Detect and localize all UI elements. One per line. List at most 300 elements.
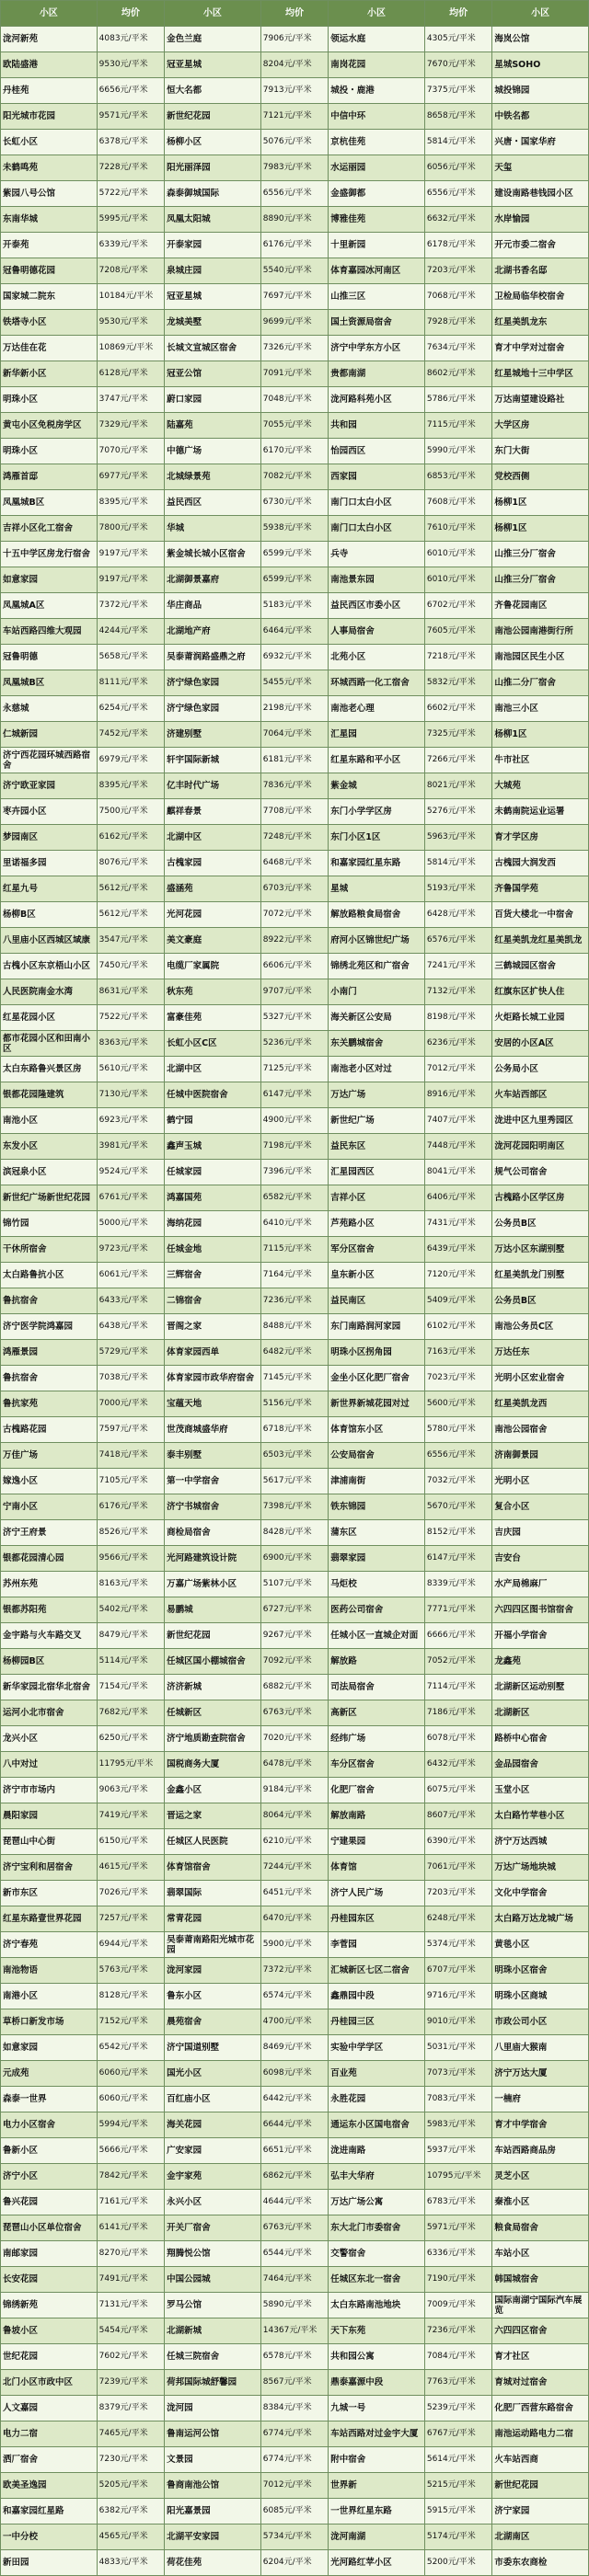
avg-price-cell: 6578元/平米 (260, 2344, 328, 2370)
table-row (1, 1984, 589, 2009)
community-name-cell: 电力二宿 (1, 2421, 98, 2447)
avg-price-cell: 6439元/平米 (424, 1237, 491, 1263)
avg-price-cell: 6078元/平米 (424, 1726, 491, 1752)
community-name-cell: 津浦南街 (329, 1469, 425, 1494)
avg-price-cell: 5729元/平米 (97, 1340, 164, 1366)
avg-price-cell: 7842元/平米 (97, 2164, 164, 2190)
avg-price-cell: 9524元/平米 (97, 1160, 164, 1185)
community-name-cell: 易鹏城 (165, 1597, 261, 1623)
community-name-cell: 中德广场 (165, 439, 261, 464)
avg-price-cell: 7372元/平米 (97, 593, 164, 619)
community-name-cell: 吉安台 (492, 1546, 589, 1572)
table-row (1, 2499, 589, 2524)
avg-price-cell: 4833元/平米 (97, 2550, 164, 2576)
community-name-cell: 红星美凯龙红星美凯龙 (492, 928, 589, 954)
avg-price-cell: 8890元/平米 (260, 207, 328, 233)
avg-price-cell: 6406元/平米 (424, 1185, 491, 1211)
avg-price-cell: 6204元/平米 (260, 2550, 328, 2576)
community-name-cell: 铁东锦园 (329, 1494, 425, 1520)
community-name-cell: 冠鲁明德花园 (1, 258, 98, 284)
avg-price-cell: 8076元/平米 (97, 851, 164, 876)
community-name-cell: 安居的小区A区 (492, 1031, 589, 1057)
avg-price-cell: 5200元/平米 (424, 2550, 491, 2576)
community-name-cell: 十五中学区房龙行宿舍 (1, 542, 98, 567)
community-name-cell: 南邮家园 (1, 2241, 98, 2267)
community-name-cell: 一世界红星东路 (329, 2499, 425, 2524)
avg-price-cell: 7154元/平米 (97, 1675, 164, 1700)
avg-price-cell: 7130元/平米 (97, 1082, 164, 1108)
table-row (1, 1675, 589, 1700)
community-name-cell: 市政公司小区 (492, 2009, 589, 2035)
avg-price-cell: 6763元/平米 (260, 1700, 328, 1726)
community-name-cell: 吉祥小区化工宿舍 (1, 516, 98, 542)
avg-price-cell: 7084元/平米 (424, 2344, 491, 2370)
avg-price-cell: 9010元/平米 (424, 2009, 491, 2035)
community-name-cell: 兵寺 (329, 542, 425, 567)
avg-price-cell: 6438元/平米 (97, 1314, 164, 1340)
community-name-cell: 六四四区图书馆宿舍 (492, 1597, 589, 1623)
avg-price-cell: 5409元/平米 (424, 1288, 491, 1314)
avg-price-cell: 7164元/平米 (260, 1263, 328, 1288)
table-row (1, 645, 589, 670)
avg-price-cell: 8339元/平米 (424, 1572, 491, 1597)
avg-price-cell: 6060元/平米 (97, 2087, 164, 2112)
table-row (1, 1005, 589, 1031)
avg-price-cell: 8379元/平米 (97, 2396, 164, 2421)
table-row (1, 2035, 589, 2061)
community-name-cell: 十里新园 (329, 233, 425, 258)
community-name-cell: 任城家园 (165, 1160, 261, 1185)
community-name-cell: 金坐小区化肥厂宿舍 (329, 1366, 425, 1391)
community-name-cell: 黄毯小区 (492, 1932, 589, 1958)
community-name-cell: 蒲东区 (329, 1520, 425, 1546)
avg-price-cell: 6410元/平米 (260, 1211, 328, 1237)
avg-price-cell: 6150元/平米 (97, 1829, 164, 1855)
community-name-cell: 万佳广场 (1, 1443, 98, 1469)
avg-price-cell: 7023元/平米 (424, 1366, 491, 1391)
community-name-cell: 明珠小区 (1, 387, 98, 413)
community-name-cell: 人事局宿舍 (329, 619, 425, 645)
avg-price-cell: 7073元/平米 (424, 2061, 491, 2087)
community-name-cell: 任城三院宿舍 (165, 2344, 261, 2370)
avg-price-cell: 6098元/平米 (260, 2061, 328, 2087)
community-name-cell: 济建别墅 (165, 722, 261, 748)
avg-price-cell: 7114元/平米 (424, 1675, 491, 1700)
community-name-cell: 泷河路科苑小区 (329, 387, 425, 413)
avg-price-cell: 7800元/平米 (97, 516, 164, 542)
avg-price-cell: 7068元/平米 (424, 284, 491, 310)
community-name-cell: 都市花园小区和田南小区 (1, 1031, 98, 1057)
community-name-cell: 中国公园城 (165, 2267, 261, 2293)
community-name-cell: 银都花园隆建筑 (1, 1082, 98, 1108)
avg-price-cell: 8163元/平米 (97, 1572, 164, 1597)
avg-price-cell: 4644元/平米 (260, 2190, 328, 2215)
community-name-cell: 公务局小区 (492, 1057, 589, 1082)
table-row (1, 2241, 589, 2267)
community-name-cell: 体育家园市政华府宿舍 (165, 1366, 261, 1391)
avg-price-cell: 7120元/平米 (424, 1263, 491, 1288)
avg-price-cell: 6336元/平米 (424, 2241, 491, 2267)
avg-price-cell: 7083元/平米 (424, 2087, 491, 2112)
community-name-cell: 泰丰别墅 (165, 1443, 261, 1469)
community-name-cell: 第一中学宿舍 (165, 1469, 261, 1494)
community-name-cell: 山推三区 (329, 284, 425, 310)
table-row (1, 1597, 589, 1623)
avg-price-cell: 5183元/平米 (260, 593, 328, 619)
community-name-cell: 国际南湖宁国际汽车展览 (492, 2293, 589, 2318)
community-name-cell: 开泰家园 (165, 233, 261, 258)
avg-price-cell: 3747元/平米 (97, 387, 164, 413)
community-name-cell: 凤凰太阳城 (165, 207, 261, 233)
community-name-cell: 车站小区 (492, 2241, 589, 2267)
community-name-cell: 鲁新小区 (1, 2138, 98, 2164)
community-name-cell: 医药公司宿舍 (329, 1597, 425, 1623)
community-name-cell: 北门小区市政中区 (1, 2370, 98, 2396)
community-name-cell: 济宁地质勘查院宿舍 (165, 1726, 261, 1752)
community-name-cell: 丹桂园东区 (329, 1906, 425, 1932)
avg-price-cell: 7605元/平米 (424, 619, 491, 645)
community-name-cell: 琵琶山中心街 (1, 1829, 98, 1855)
avg-price-cell: 5734元/平米 (260, 2524, 328, 2550)
avg-price-cell: 6774元/平米 (260, 2421, 328, 2447)
community-name-cell: 育才中学宿舍 (492, 2112, 589, 2138)
table-row (1, 1288, 589, 1314)
community-name-cell: 元成苑 (1, 2061, 98, 2087)
community-name-cell: 荷花佳苑 (165, 2550, 261, 2576)
avg-price-cell: 7448元/平米 (424, 1134, 491, 1160)
community-name-cell: 海岚公馆 (492, 27, 589, 52)
community-name-cell: 泷河南湖 (329, 2524, 425, 2550)
community-name-cell: 共和园 (329, 413, 425, 439)
community-name-cell: 杨柳1区 (492, 722, 589, 748)
community-name-cell: 济宁绿色家园 (165, 696, 261, 722)
community-name-cell: 星城SOHO (492, 52, 589, 78)
community-name-cell: 万达广场 (329, 1082, 425, 1108)
avg-price-cell: 7257元/平米 (97, 1906, 164, 1932)
community-name-cell: 红星东路壹世界花园 (1, 1906, 98, 1932)
community-name-cell: 黄屯小区免税房学区 (1, 413, 98, 439)
community-name-cell: 万达南望建设路社 (492, 387, 589, 413)
community-name-cell: 育才社区 (492, 2344, 589, 2370)
avg-price-cell: 10184元/平米 (97, 284, 164, 310)
community-name-cell: 丹桂苑 (1, 78, 98, 104)
community-name-cell: 解放路粮食局宿舍 (329, 902, 425, 928)
avg-price-cell: 6010元/平米 (424, 567, 491, 593)
avg-price-cell: 8021元/平米 (424, 773, 491, 799)
avg-price-cell: 8152元/平米 (424, 1520, 491, 1546)
avg-price-cell: 6774元/平米 (260, 2447, 328, 2473)
avg-price-cell: 6556元/平米 (260, 181, 328, 207)
avg-price-cell: 8428元/平米 (260, 1520, 328, 1546)
avg-price-cell: 7218元/平米 (424, 645, 491, 670)
community-name-cell: 金盛御都 (329, 181, 425, 207)
table-row (1, 1211, 589, 1237)
avg-price-cell: 8384元/平米 (260, 2396, 328, 2421)
community-name-cell: 新华家园北宿华北宿舍 (1, 1675, 98, 1700)
avg-price-cell: 5670元/平米 (424, 1494, 491, 1520)
community-name-cell: 南池园区民生小区 (492, 645, 589, 670)
community-name-cell: 森泰一世界 (1, 2087, 98, 2112)
community-name-cell: 玉堂小区 (492, 1778, 589, 1803)
community-name-cell: 紫园八号公馆 (1, 181, 98, 207)
table-row (1, 928, 589, 954)
community-name-cell: 育才学区房 (492, 825, 589, 851)
community-name-cell: 梦园南区 (1, 825, 98, 851)
table-row (1, 2164, 589, 2190)
table-row (1, 1494, 589, 1520)
avg-price-cell: 6176元/平米 (97, 1494, 164, 1520)
avg-price-cell: 7670元/平米 (424, 52, 491, 78)
community-name-cell: 新世纪花园 (492, 2473, 589, 2499)
community-name-cell: 任城小区一直城企对面 (329, 1623, 425, 1649)
community-name-cell: 凤凰城A区 (1, 593, 98, 619)
avg-price-cell: 6900元/平米 (260, 1546, 328, 1572)
avg-price-cell: 6382元/平米 (97, 2499, 164, 2524)
avg-price-cell: 6210元/平米 (260, 1829, 328, 1855)
avg-price-cell: 6932元/平米 (260, 645, 328, 670)
header-community: 小区 (165, 1, 261, 27)
avg-price-cell: 6478元/平米 (260, 1752, 328, 1778)
avg-price-cell: 5612元/平米 (97, 876, 164, 902)
community-name-cell: 泷河园 (165, 2396, 261, 2421)
avg-price-cell: 6727元/平米 (260, 1597, 328, 1623)
table-row (1, 696, 589, 722)
community-name-cell: 济宁医学院鸿嘉园 (1, 1314, 98, 1340)
community-name-cell: 太白路鲁抗小区 (1, 1263, 98, 1288)
avg-price-cell: 10795元/平米 (424, 2164, 491, 2190)
table-row (1, 2087, 589, 2112)
community-name-cell: 冠鲁明德 (1, 645, 98, 670)
community-name-cell: 华庄商品 (165, 593, 261, 619)
table-row (1, 1546, 589, 1572)
community-name-cell: 轩宇国际新城 (165, 748, 261, 773)
community-name-cell: 鼎泰嘉源中段 (329, 2370, 425, 2396)
avg-price-cell: 7236元/平米 (424, 2318, 491, 2344)
avg-price-cell: 6503元/平米 (260, 1443, 328, 1469)
community-name-cell: 环城西路一化工宿舍 (329, 670, 425, 696)
community-name-cell: 体育嘉园冰河南区 (329, 258, 425, 284)
community-name-cell: 龙城美墅 (165, 310, 261, 336)
avg-price-cell: 7597元/平米 (97, 1417, 164, 1443)
community-name-cell: 济宁书城宿舍 (165, 1494, 261, 1520)
avg-price-cell: 5995元/平米 (97, 207, 164, 233)
avg-price-cell: 6433元/平米 (97, 1288, 164, 1314)
avg-price-cell: 5276元/平米 (424, 799, 491, 825)
community-name-cell: 太白路竹苹巷小区 (492, 1803, 589, 1829)
table-row (1, 1134, 589, 1160)
avg-price-cell: 3981元/平米 (97, 1134, 164, 1160)
avg-price-cell: 6378元/平米 (97, 130, 164, 155)
community-name-cell: 鲁抗宿舍 (1, 1288, 98, 1314)
community-name-cell: 军分区宿舍 (329, 1237, 425, 1263)
avg-price-cell: 14367元/平米 (260, 2318, 328, 2344)
community-name-cell: 弘丰大华府 (329, 2164, 425, 2190)
table-row (1, 1958, 589, 1984)
community-name-cell: 北苑小区 (329, 645, 425, 670)
community-name-cell: 新华新小区 (1, 361, 98, 387)
avg-price-cell: 6147元/平米 (424, 1546, 491, 1572)
avg-price-cell: 5107元/平米 (260, 1572, 328, 1597)
community-name-cell: 古槐路小区学区房 (492, 1185, 589, 1211)
community-name-cell: 复合小区 (492, 1494, 589, 1520)
avg-price-cell: 5612元/平米 (97, 902, 164, 928)
avg-price-cell: 8041元/平米 (424, 1160, 491, 1185)
community-name-cell: 龙兴小区 (1, 1726, 98, 1752)
community-name-cell: 城投锦园 (492, 78, 589, 104)
community-name-cell: 建设南路巷钱园小区 (492, 181, 589, 207)
community-name-cell: 杨柳B区 (1, 902, 98, 928)
community-name-cell: 北湖新区运动别墅 (492, 1675, 589, 1700)
table-row (1, 2009, 589, 2035)
community-name-cell: 鑫鼎园中段 (329, 1984, 425, 2009)
table-row (1, 1391, 589, 1417)
table-row (1, 1623, 589, 1649)
table-row (1, 748, 589, 773)
community-name-cell: 济宁万达大厦 (492, 2061, 589, 2087)
table-row (1, 1366, 589, 1391)
table-row (1, 722, 589, 748)
avg-price-cell: 7248元/平米 (260, 825, 328, 851)
avg-price-cell: 7048元/平米 (260, 387, 328, 413)
community-name-cell: 灵芝小区 (492, 2164, 589, 2190)
community-name-cell: 贵都南湖 (329, 361, 425, 387)
table-row (1, 1649, 589, 1675)
avg-price-cell: 6432元/平米 (424, 1752, 491, 1778)
table-row (1, 464, 589, 490)
avg-price-cell: 8479元/平米 (97, 1623, 164, 1649)
avg-price-cell: 7329元/平米 (97, 413, 164, 439)
community-name-cell: 光河路红苹小区 (329, 2550, 425, 2576)
avg-price-cell: 8631元/平米 (97, 979, 164, 1005)
community-name-cell: 干休所宿舍 (1, 1237, 98, 1263)
avg-price-cell: 5076元/平米 (260, 130, 328, 155)
community-name-cell: 红星城地十三中学区 (492, 361, 589, 387)
community-name-cell: 益民西区 (165, 490, 261, 516)
table-row (1, 825, 589, 851)
community-name-cell: 济宁春苑 (1, 1932, 98, 1958)
community-name-cell: 东门小学学区房 (329, 799, 425, 825)
community-name-cell: 经纬广场 (329, 1726, 425, 1752)
community-name-cell: 百业苑 (329, 2061, 425, 2087)
avg-price-cell: 8395元/平米 (97, 773, 164, 799)
table-row (1, 2447, 589, 2473)
avg-price-cell: 6761元/平米 (97, 1185, 164, 1211)
avg-price-cell: 7152元/平米 (97, 2009, 164, 2035)
community-name-cell: 任城区国小棚城宿舍 (165, 1649, 261, 1675)
table-body (1, 27, 589, 2576)
table-row (1, 1881, 589, 1906)
community-name-cell: 鹤宁园 (165, 1108, 261, 1134)
community-name-cell: 泷河新苑 (1, 27, 98, 52)
avg-price-cell: 10869元/平米 (97, 336, 164, 361)
avg-price-cell: 7928元/平米 (424, 310, 491, 336)
community-name-cell: 银都花园清心园 (1, 1546, 98, 1572)
community-name-cell: 开泰苑 (1, 233, 98, 258)
table-row (1, 413, 589, 439)
community-name-cell: 三辉宿舍 (165, 1263, 261, 1288)
community-name-cell: 杨柳1区 (492, 516, 589, 542)
community-name-cell: 育城对过宿舍 (492, 2370, 589, 2396)
community-name-cell: 火车站西部区 (492, 1082, 589, 1108)
community-name-cell: 交警宿舍 (329, 2241, 425, 2267)
community-name-cell: 翡翠国际 (165, 1881, 261, 1906)
avg-price-cell: 6977元/平米 (97, 464, 164, 490)
community-name-cell: 星城 (329, 876, 425, 902)
community-name-cell: 未鹤鸣苑 (1, 155, 98, 181)
avg-price-cell: 9716元/平米 (424, 1984, 491, 2009)
table-row (1, 284, 589, 310)
avg-price-cell: 6250元/平米 (97, 1726, 164, 1752)
community-name-cell: 鲁抗家苑 (1, 1391, 98, 1417)
community-name-cell: 怡园西区 (329, 439, 425, 464)
avg-price-cell: 7836元/平米 (260, 773, 328, 799)
community-name-cell: 化肥厂西营东路宿舍 (492, 2396, 589, 2421)
community-name-cell: 富豪佳苑 (165, 1005, 261, 1031)
community-name-cell: 欧美圣逸园 (1, 2473, 98, 2499)
community-name-cell: 开元市委二宿舍 (492, 233, 589, 258)
community-name-cell: 翡翠家园 (329, 1546, 425, 1572)
avg-price-cell: 6056元/平米 (424, 155, 491, 181)
community-name-cell: 东发小区 (1, 1134, 98, 1160)
community-name-cell: 济宁人民广场 (329, 1881, 425, 1906)
avg-price-cell: 6702元/平米 (424, 593, 491, 619)
avg-price-cell: 5156元/平米 (260, 1391, 328, 1417)
avg-price-cell: 5658元/平米 (97, 645, 164, 670)
header-community: 小区 (1, 1, 98, 27)
community-name-cell: 新世纪花园 (165, 1623, 261, 1649)
community-name-cell: 蔚口家园 (165, 387, 261, 413)
avg-price-cell: 5780元/平米 (424, 1417, 491, 1443)
avg-price-cell: 7230元/平米 (97, 2447, 164, 2473)
avg-price-cell: 6128元/平米 (97, 361, 164, 387)
community-name-cell: 韩国城宿舍 (492, 2267, 589, 2293)
community-name-cell: 八里庙大猴南 (492, 2035, 589, 2061)
avg-price-cell: 6339元/平米 (97, 233, 164, 258)
community-name-cell: 育才中学对过宿舍 (492, 336, 589, 361)
header-community: 小区 (329, 1, 425, 27)
community-name-cell: 永慈城 (1, 696, 98, 722)
avg-price-cell: 3547元/平米 (97, 928, 164, 954)
community-name-cell: 泷进中区九里秀园区 (492, 1108, 589, 1134)
avg-price-cell: 7038元/平米 (97, 1366, 164, 1391)
community-name-cell: 解放路 (329, 1649, 425, 1675)
community-name-cell: 滨冠泉小区 (1, 1160, 98, 1185)
community-name-cell: 光明小区 (492, 1469, 589, 1494)
community-name-cell: 里诺福多园 (1, 851, 98, 876)
avg-price-cell: 6582元/平米 (260, 1185, 328, 1211)
community-name-cell: 杨柳1区 (492, 490, 589, 516)
avg-price-cell: 4565元/平米 (97, 2524, 164, 2550)
avg-price-cell: 6853元/平米 (424, 464, 491, 490)
community-name-cell: 中铁名都 (492, 104, 589, 130)
community-name-cell: 体育馆 (329, 1855, 425, 1881)
community-name-cell: 北湖地产府 (165, 619, 261, 645)
table-row (1, 1829, 589, 1855)
avg-price-cell: 6085元/平米 (260, 2499, 328, 2524)
avg-price-cell: 6644元/平米 (260, 2112, 328, 2138)
community-name-cell: 开关厂宿舍 (165, 2215, 261, 2241)
community-name-cell: 光明小区宏业宿舍 (492, 1366, 589, 1391)
avg-price-cell: 5666元/平米 (97, 2138, 164, 2164)
avg-price-cell: 8602元/平米 (424, 361, 491, 387)
table-row (1, 2061, 589, 2087)
community-name-cell: 城投・鹿港 (329, 78, 425, 104)
table-row (1, 542, 589, 567)
table-row (1, 670, 589, 696)
table-row (1, 2112, 589, 2138)
community-name-cell: 金色兰庭 (165, 27, 261, 52)
community-name-cell: 一中分校 (1, 2524, 98, 2550)
